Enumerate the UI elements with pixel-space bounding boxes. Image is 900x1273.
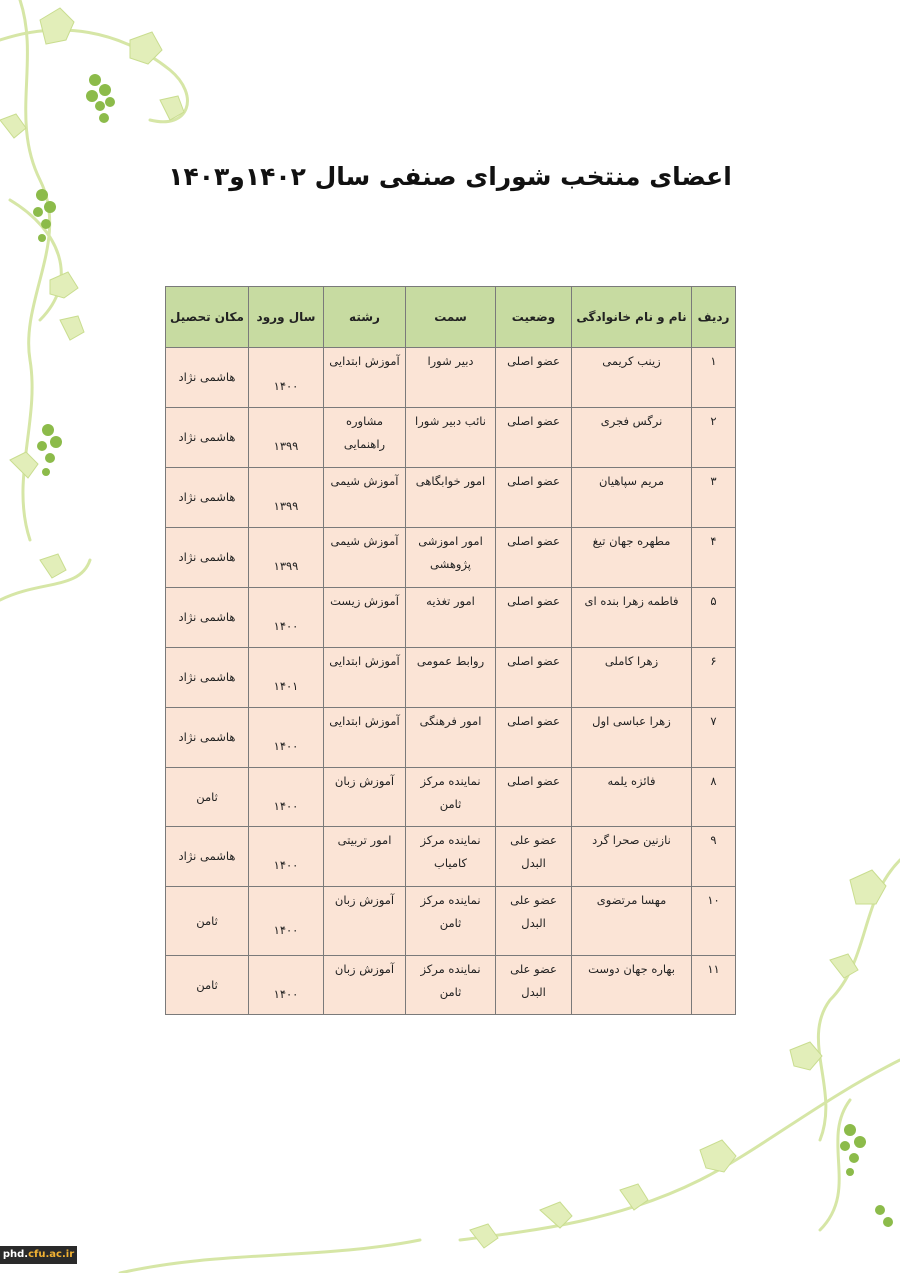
members-table bbox=[165, 286, 736, 1015]
cell-campus: ثامن bbox=[166, 887, 249, 956]
cell-field: آموزش شیمی bbox=[324, 528, 406, 588]
cell-name: زهرا کاملی bbox=[572, 648, 692, 708]
cell-row-number: ۲ bbox=[692, 408, 736, 468]
cell-status: عضو علی البدل bbox=[496, 887, 572, 956]
header-field: رشته bbox=[324, 287, 406, 348]
table-row bbox=[166, 768, 736, 827]
cell-row-number: ۴ bbox=[692, 528, 736, 588]
cell-entry-year: ۱۳۹۹ bbox=[249, 408, 324, 468]
cell-entry-year: ۱۳۹۹ bbox=[249, 528, 324, 588]
cell-row-number: ۱ bbox=[692, 348, 736, 408]
header-status: وضعیت bbox=[496, 287, 572, 348]
table-row bbox=[166, 468, 736, 528]
cell-name: بهاره جهان دوست bbox=[572, 956, 692, 1015]
cell-position: نماینده مرکز ثامن bbox=[406, 956, 496, 1015]
cell-position: امور خوابگاهی bbox=[406, 468, 496, 528]
cell-campus: هاشمی نژاد bbox=[166, 468, 249, 528]
cell-status: عضو اصلی bbox=[496, 708, 572, 768]
cell-campus: هاشمی نژاد bbox=[166, 588, 249, 648]
cell-position: نماینده مرکز ثامن bbox=[406, 768, 496, 827]
cell-position: نائب دبیر شورا bbox=[406, 408, 496, 468]
cell-position: نماینده مرکز کامیاب bbox=[406, 827, 496, 887]
cell-campus: هاشمی نژاد bbox=[166, 827, 249, 887]
cell-status: عضو اصلی bbox=[496, 648, 572, 708]
cell-campus: هاشمی نژاد bbox=[166, 528, 249, 588]
cell-position: امور تغذیه bbox=[406, 588, 496, 648]
cell-position: امور اموزشی پژوهشی bbox=[406, 528, 496, 588]
cell-status: عضو علی البدل bbox=[496, 827, 572, 887]
header-name: نام و نام خانوادگی bbox=[572, 287, 692, 348]
cell-entry-year: ۱۴۰۰ bbox=[249, 827, 324, 887]
table-row bbox=[166, 408, 736, 468]
table-row bbox=[166, 528, 736, 588]
cell-field: آموزش زبان bbox=[324, 956, 406, 1015]
cell-status: عضو اصلی bbox=[496, 348, 572, 408]
cell-name: مریم سپاهیان bbox=[572, 468, 692, 528]
cell-campus: هاشمی نژاد bbox=[166, 408, 249, 468]
page-title: اعضای منتخب شورای صنفی سال ۱۴۰۲و۱۴۰۳ bbox=[168, 162, 732, 191]
cell-field: امور تربیتی bbox=[324, 827, 406, 887]
table-row bbox=[166, 708, 736, 768]
cell-entry-year: ۱۳۹۹ bbox=[249, 468, 324, 528]
cell-position: روابط عمومی bbox=[406, 648, 496, 708]
cell-entry-year: ۱۴۰۰ bbox=[249, 956, 324, 1015]
cell-name: مطهره جهان تیغ bbox=[572, 528, 692, 588]
cell-position: دبیر شورا bbox=[406, 348, 496, 408]
cell-campus: ثامن bbox=[166, 956, 249, 1015]
header-campus: مکان تحصیل bbox=[166, 287, 249, 348]
cell-name: نازنین صحرا گرد bbox=[572, 827, 692, 887]
table-row bbox=[166, 956, 736, 1015]
cell-status: عضو علی البدل bbox=[496, 956, 572, 1015]
cell-entry-year: ۱۴۰۰ bbox=[249, 348, 324, 408]
table-row bbox=[166, 588, 736, 648]
cell-name: زینب کریمی bbox=[572, 348, 692, 408]
cell-row-number: ۹ bbox=[692, 827, 736, 887]
cell-campus: هاشمی نژاد bbox=[166, 348, 249, 408]
header-row-number: ردیف bbox=[692, 287, 736, 348]
cell-field: آموزش ابتدایی bbox=[324, 648, 406, 708]
cell-field: آموزش زیست bbox=[324, 588, 406, 648]
cell-entry-year: ۱۴۰۰ bbox=[249, 768, 324, 827]
cell-entry-year: ۱۴۰۰ bbox=[249, 887, 324, 956]
cell-campus: هاشمی نژاد bbox=[166, 648, 249, 708]
watermark-prefix: phd. bbox=[2, 1249, 29, 1260]
site-watermark bbox=[0, 1246, 77, 1264]
table-row bbox=[166, 648, 736, 708]
cell-row-number: ۷ bbox=[692, 708, 736, 768]
cell-field: مشاوره راهنمایی bbox=[324, 408, 406, 468]
cell-status: عضو اصلی bbox=[496, 468, 572, 528]
cell-status: عضو اصلی bbox=[496, 588, 572, 648]
table-row bbox=[166, 827, 736, 887]
watermark-domain: cfu.ac.ir bbox=[28, 1249, 75, 1260]
cell-campus: هاشمی نژاد bbox=[166, 708, 249, 768]
cell-position: امور فرهنگی bbox=[406, 708, 496, 768]
cell-campus: ثامن bbox=[166, 768, 249, 827]
cell-entry-year: ۱۴۰۰ bbox=[249, 588, 324, 648]
cell-name: فاطمه زهرا بنده ای bbox=[572, 588, 692, 648]
cell-field: آموزش زبان bbox=[324, 768, 406, 827]
table-header-row bbox=[166, 287, 736, 348]
cell-name: مهسا مرتضوی bbox=[572, 887, 692, 956]
cell-entry-year: ۱۴۰۱ bbox=[249, 648, 324, 708]
header-entry-year: سال ورود bbox=[249, 287, 324, 348]
cell-row-number: ۱۰ bbox=[692, 887, 736, 956]
header-position: سمت bbox=[406, 287, 496, 348]
table-row bbox=[166, 887, 736, 956]
cell-row-number: ۳ bbox=[692, 468, 736, 528]
cell-row-number: ۱۱ bbox=[692, 956, 736, 1015]
cell-field: آموزش شیمی bbox=[324, 468, 406, 528]
cell-field: آموزش زبان bbox=[324, 887, 406, 956]
cell-position: نماینده مرکز ثامن bbox=[406, 887, 496, 956]
cell-row-number: ۸ bbox=[692, 768, 736, 827]
cell-field: آموزش ابتدایی bbox=[324, 708, 406, 768]
cell-status: عضو اصلی bbox=[496, 768, 572, 827]
cell-name: زهرا عباسی اول bbox=[572, 708, 692, 768]
cell-field: آموزش ابتدایی bbox=[324, 348, 406, 408]
cell-status: عضو اصلی bbox=[496, 408, 572, 468]
cell-row-number: ۵ bbox=[692, 588, 736, 648]
cell-name: نرگس فجری bbox=[572, 408, 692, 468]
cell-status: عضو اصلی bbox=[496, 528, 572, 588]
cell-row-number: ۶ bbox=[692, 648, 736, 708]
cell-name: فائزه یلمه bbox=[572, 768, 692, 827]
table-row bbox=[166, 348, 736, 408]
cell-entry-year: ۱۴۰۰ bbox=[249, 708, 324, 768]
